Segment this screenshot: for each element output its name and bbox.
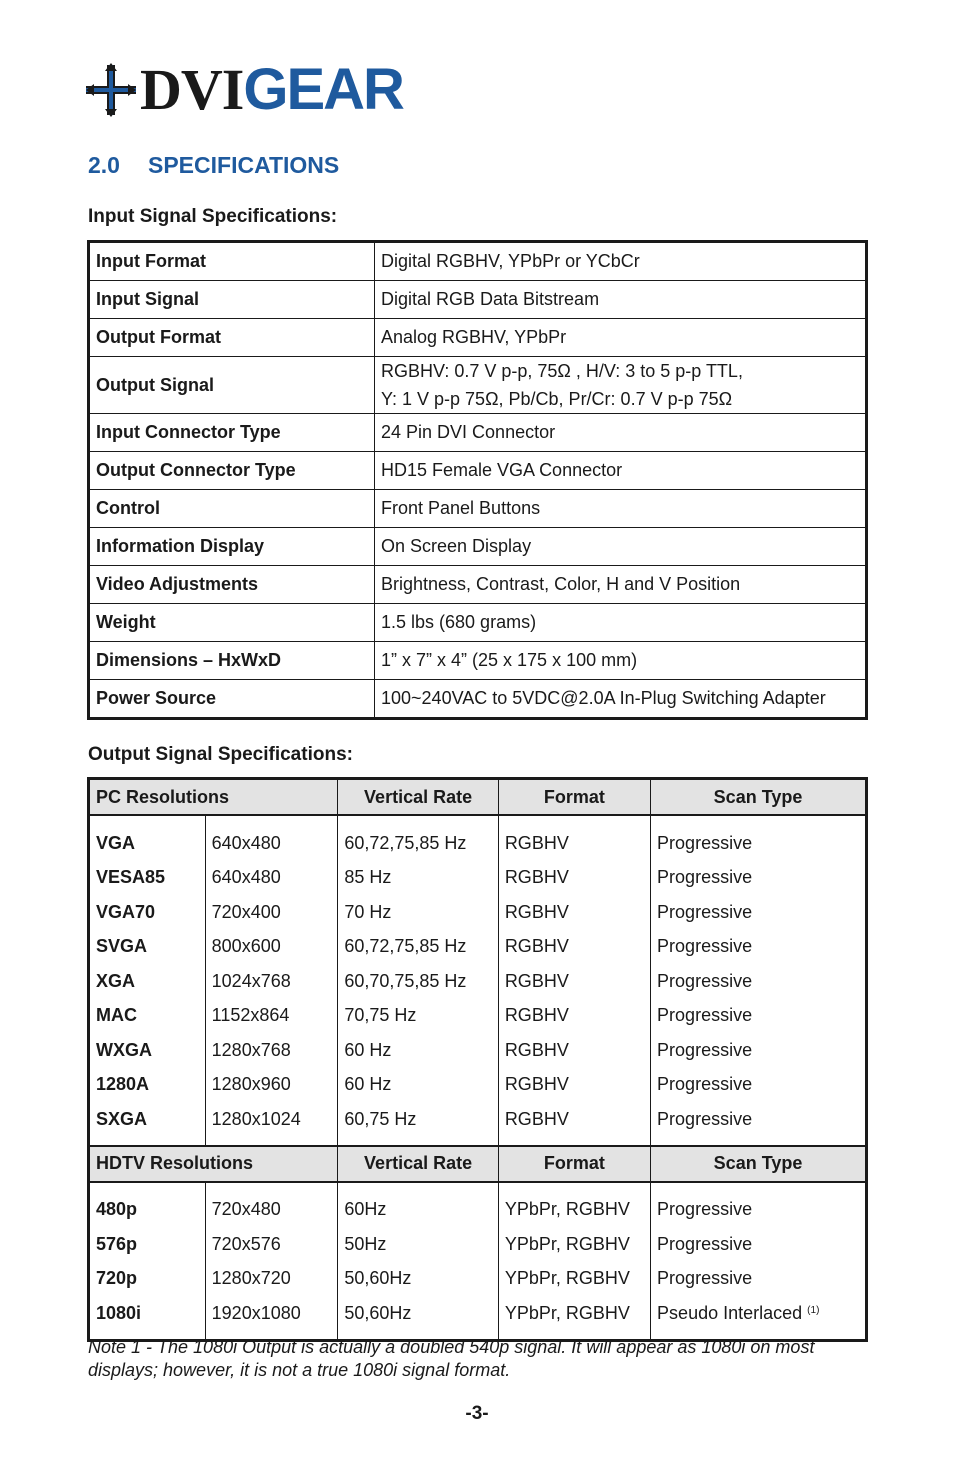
vertical-rate-text: 60,72,75,85 Hz [344,832,467,853]
pc-header-scan-type: Scan Type [651,779,867,816]
brand-name [140,57,403,122]
section-title [88,152,339,179]
resolution-name [89,1296,206,1340]
spec-row [89,566,867,604]
format [498,1033,650,1068]
scan-type-text: Progressive [657,936,753,957]
format [498,1262,650,1297]
scan-type [651,1102,867,1146]
vertical-rate-text: 60,70,75,85 Hz [344,970,467,991]
resolution-size [205,930,338,965]
vertical-rate-text: 60 Hz [344,1039,392,1060]
spec-value-line: RGBHV: 0.7 V p-p, 75Ω , H/V: 3 to 5 p-p TTL, [381,361,743,381]
resolution-name [89,1033,206,1068]
resolution-name-text: 576p [96,1233,138,1254]
vertical-rate [338,1033,498,1068]
resolution-name-text: 1080i [96,1302,142,1323]
resolution-name-text: XGA [96,970,136,991]
resolution-size [205,895,338,930]
spec-label: Input Connector Type [89,414,375,452]
table-row [89,1033,867,1068]
vertical-rate [338,1296,498,1340]
spec-row [89,242,867,281]
spec-row [89,414,867,452]
table-row [89,930,867,965]
scan-type [651,964,867,999]
vertical-rate-text: 70 Hz [344,901,392,922]
vertical-rate-text: 60 Hz [344,1074,392,1095]
format [498,1068,650,1103]
vertical-rate [338,1068,498,1103]
section-heading: SPECIFICATIONS [148,152,340,178]
resolution-name [89,1262,206,1297]
vertical-rate [338,930,498,965]
resolution-size [205,964,338,999]
resolution-name [89,999,206,1034]
scan-type-text: Progressive [657,1039,753,1060]
spec-label: Video Adjustments [89,566,375,604]
spec-value: Front Panel Buttons [375,490,867,528]
scan-type-text: Progressive [657,1074,753,1095]
compass-cross-icon [86,63,136,117]
spec-row [89,452,867,490]
resolution-size [205,861,338,896]
resolution-name [89,1227,206,1262]
resolution-name-text: SVGA [96,936,148,957]
table-row [89,861,867,896]
format [498,895,650,930]
brand-logo [86,57,403,122]
spec-row [89,680,867,719]
spec-row [89,357,867,414]
resolution-name [89,930,206,965]
input-spec-table [87,240,868,720]
format [498,930,650,965]
table-row [89,815,867,861]
format [498,1102,650,1146]
spec-row [89,642,867,680]
pc-header-vertical-rate: Vertical Rate [338,779,498,816]
spec-label: Control [89,490,375,528]
format-text: RGBHV [504,970,569,991]
spec-label: Output Format [89,319,375,357]
scan-type-text: Pseudo Interlaced [657,1302,803,1323]
vertical-rate-text: 60,72,75,85 Hz [344,936,467,957]
scan-type-text: Progressive [657,1268,753,1289]
vertical-rate-text: 60Hz [344,1199,387,1220]
resolution-size [205,1102,338,1146]
scan-type-text: Progressive [657,1199,753,1220]
table-row [89,1262,867,1297]
resolution-size-text: 640x480 [211,832,281,853]
resolution-name-text: 480p [96,1199,138,1220]
table-row [89,999,867,1034]
format-text: RGBHV [504,867,569,888]
format-text: RGBHV [504,901,569,922]
resolution-name-text: 1280A [96,1074,150,1095]
resolution-size-text: 800x600 [211,936,281,957]
resolution-size-text: 1152x864 [211,1005,290,1026]
format-text: RGBHV [504,936,569,957]
scan-type [651,861,867,896]
scan-type-text: Progressive [657,970,753,991]
pc-header-format: Format [498,779,650,816]
spec-label: Dimensions – HxWxD [89,642,375,680]
resolution-name [89,861,206,896]
format [498,999,650,1034]
spec-label: Information Display [89,528,375,566]
spec-row [89,281,867,319]
vertical-rate [338,1262,498,1297]
table-row [89,1068,867,1103]
scan-type [651,1033,867,1068]
hdtv-header-resolutions: HDTV Resolutions [89,1146,338,1182]
resolution-size-text: 1280x960 [211,1074,291,1095]
scan-type [651,895,867,930]
resolution-size [205,1182,338,1228]
table-row [89,1227,867,1262]
format-text: YPbPr, RGBHV [504,1302,630,1323]
format [498,861,650,896]
resolution-size-text: 1024x768 [211,970,291,991]
spec-value: Brightness, Contrast, Color, H and V Position [375,566,867,604]
resolution-size-text: 720x480 [211,1199,281,1220]
spec-value: 24 Pin DVI Connector [375,414,867,452]
hdtv-header-scan-type: Scan Type [651,1146,867,1182]
pc-header-resolutions: PC Resolutions [89,779,338,816]
scan-type [651,1262,867,1297]
output-spec-table [87,777,868,1342]
resolution-size-text: 720x400 [211,901,281,922]
format-text: RGBHV [504,1005,569,1026]
spec-label: Input Signal [89,281,375,319]
resolution-size [205,1033,338,1068]
spec-value: Digital RGBHV, YPbPr or YCbCr [375,242,867,281]
footnote-marker: (1) [807,1304,820,1316]
vertical-rate-text: 50Hz [344,1233,387,1254]
scan-type [651,815,867,861]
section-number: 2.0 [88,152,120,178]
vertical-rate [338,895,498,930]
vertical-rate [338,964,498,999]
scan-type [651,1068,867,1103]
format-text: YPbPr, RGBHV [504,1268,630,1289]
resolution-name-text: 720p [96,1268,138,1289]
spec-value: 100~240VAC to 5VDC@2.0A In-Plug Switching Adapter [375,680,867,719]
scan-type [651,1227,867,1262]
resolution-size [205,1296,338,1340]
resolution-size-text: 1280x720 [211,1268,291,1289]
spec-label: Output Signal [89,357,375,414]
resolution-name [89,1102,206,1146]
resolution-size-text: 1920x1080 [211,1302,301,1323]
resolution-name-text: WXGA [96,1039,152,1060]
vertical-rate [338,1227,498,1262]
spec-label: Weight [89,604,375,642]
spec-value: Analog RGBHV, YPbPr [375,319,867,357]
resolution-size-text: 1280x768 [211,1039,291,1060]
resolution-size [205,1262,338,1297]
scan-type [651,999,867,1034]
spec-value: On Screen Display [375,528,867,566]
vertical-rate [338,1102,498,1146]
vertical-rate [338,999,498,1034]
resolution-size-text: 720x576 [211,1233,281,1254]
format [498,1227,650,1262]
resolution-size [205,815,338,861]
resolution-size [205,1227,338,1262]
table-row [89,964,867,999]
spec-row [89,319,867,357]
resolution-name [89,1182,206,1228]
hdtv-header-row [89,1146,867,1182]
scan-type-text: Progressive [657,867,753,888]
resolution-name-text: MAC [96,1005,137,1026]
table-row [89,1102,867,1146]
footnote: Note 1 - The 1080i Output is actually a doubled 540p signal. It will appear as 1080i on most displays; however, it is not a true 1080i signal format. [88,1337,815,1380]
vertical-rate-text: 50,60Hz [344,1268,412,1289]
table-row [89,1296,867,1340]
spec-value: 1.5 lbs (680 grams) [375,604,867,642]
spec-value: HD15 Female VGA Connector [375,452,867,490]
resolution-name-text: VESA85 [96,867,166,888]
resolution-size [205,1068,338,1103]
resolution-name-text: VGA70 [96,901,156,922]
resolution-size-text: 640x480 [211,867,281,888]
spec-value-line: Y: 1 V p-p 75Ω, Pb/Cb, Pr/Cr: 0.7 V p-p 75Ω [381,389,733,409]
spec-row [89,604,867,642]
vertical-rate-text: 85 Hz [344,867,392,888]
resolution-name [89,964,206,999]
resolution-size-text: 1280x1024 [211,1108,301,1129]
brand-name-part1: DVI [140,57,244,122]
resolution-name-text: VGA [96,832,136,853]
format-text: YPbPr, RGBHV [504,1233,630,1254]
format-text: RGBHV [504,832,569,853]
vertical-rate-text: 60,75 Hz [344,1108,417,1129]
scan-type [651,1296,867,1340]
spec-row [89,528,867,566]
resolution-size [205,999,338,1034]
scan-type-text: Progressive [657,832,753,853]
vertical-rate [338,861,498,896]
table-row [89,1182,867,1228]
pc-header-row [89,779,867,816]
format-text: RGBHV [504,1074,569,1095]
spec-label: Power Source [89,680,375,719]
spec-value: 1” x 7” x 4” (25 x 175 x 100 mm) [375,642,867,680]
format-text: RGBHV [504,1108,569,1129]
scan-type-text: Progressive [657,901,753,922]
resolution-name [89,895,206,930]
scan-type-text: Progressive [657,1005,753,1026]
resolution-name-text: SXGA [96,1108,148,1129]
input-spec-heading: Input Signal Specifications: [88,206,338,227]
format [498,1182,650,1228]
spec-label: Output Connector Type [89,452,375,490]
vertical-rate [338,1182,498,1228]
spec-value [375,357,867,414]
format [498,815,650,861]
brand-name-part2: GEAR [243,57,403,122]
resolution-name [89,1068,206,1103]
scan-type-text: Progressive [657,1233,753,1254]
spec-row [89,490,867,528]
scan-type [651,1182,867,1228]
hdtv-header-vertical-rate: Vertical Rate [338,1146,498,1182]
scan-type [651,930,867,965]
table-row [89,895,867,930]
format-text: RGBHV [504,1039,569,1060]
hdtv-header-format: Format [498,1146,650,1182]
page-number: -3- [465,1403,489,1424]
scan-type-text: Progressive [657,1108,753,1129]
spec-value: Digital RGB Data Bitstream [375,281,867,319]
spec-label: Input Format [89,242,375,281]
vertical-rate-text: 70,75 Hz [344,1005,417,1026]
resolution-name [89,815,206,861]
vertical-rate-text: 50,60Hz [344,1302,412,1323]
format [498,1296,650,1340]
format [498,964,650,999]
vertical-rate [338,815,498,861]
output-spec-heading: Output Signal Specifications: [88,744,353,765]
format-text: YPbPr, RGBHV [504,1199,630,1220]
